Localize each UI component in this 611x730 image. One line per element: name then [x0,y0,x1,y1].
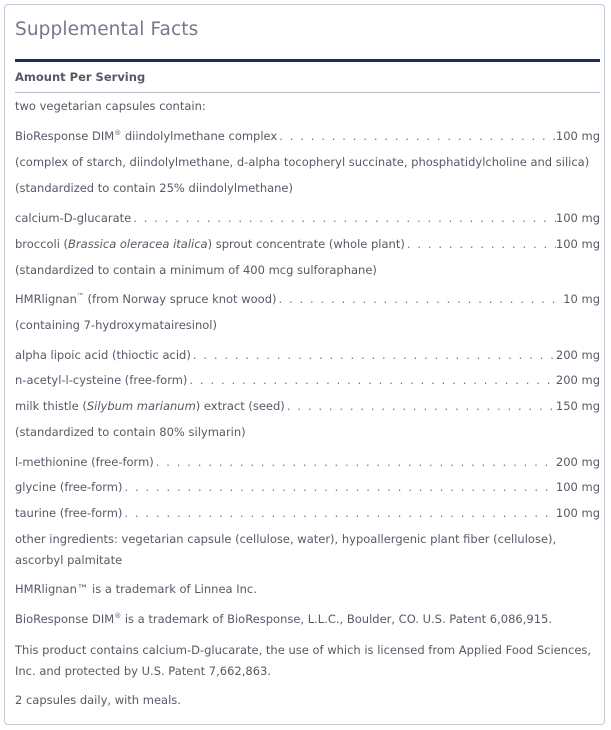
ingredient-note: (containing 7-hydroxymatairesinol) [15,318,217,332]
heading-divider [15,92,600,93]
dot-leader [131,210,556,226]
trademark-bioresponse: BioResponse DIM® is a trademark of BioResponse, L.L.C., Boulder, CO. U.S. Patent 6,086,915. [15,612,552,626]
ingredient-name: calcium-D-glucarate [15,211,132,225]
ingredient-amount: 200 mg [555,373,600,387]
ingredient-name: alpha lipoic acid (thioctic acid) [15,348,191,362]
ingredient-amount: 100 mg [555,237,600,251]
dosage-directions: 2 capsules daily, with meals. [15,693,181,707]
ingredient-note: (complex of starch, diindolylmethane, d-alpha tocopheryl succinate, phosphatidylcholine and silica) [15,155,590,169]
dot-leader [154,454,556,470]
ingredient-amount: 100 mg [555,480,600,494]
ingredient-name: glycine (free-form) [15,480,123,494]
ingredient-amount: 100 mg [555,211,600,225]
ingredient-amount: 100 mg [555,129,600,143]
ingredient-row-ala [15,347,600,363]
ingredient-note: (standardized to contain 25% diindolylmethane) [15,181,293,195]
ingredient-row-milk-thistle [15,398,600,414]
ingredient-name: broccoli (Brassica oleracea italica) sprout concentrate (whole plant) [15,237,405,251]
ingredient-note: (standardized to contain a minimum of 400 mcg sulforaphane) [15,263,377,277]
ingredient-row-glycine [15,479,600,495]
ingredient-row-broccoli [15,236,600,252]
dot-leader [122,479,555,495]
dot-leader [277,128,556,144]
supplement-facts-panel [4,4,605,725]
ingredient-row-methionine [15,454,600,470]
ingredient-amount: 200 mg [555,455,600,469]
dot-leader [285,398,556,414]
ingredient-name: l-methionine (free-form) [15,455,154,469]
serving-intro: two vegetarian capsules contain: [15,99,206,113]
trademark-hmrlignan: HMRlignan™ is a trademark of Linnea Inc. [15,582,257,596]
ingredient-row-calcium [15,210,600,226]
ingredient-amount: 10 mg [563,292,600,306]
dot-leader [405,236,556,252]
dot-leader [277,291,564,307]
ingredient-amount: 200 mg [555,348,600,362]
ingredient-row-hmrlignan [15,291,600,307]
ingredient-name: n-acetyl-l-cysteine (free-form) [15,373,188,387]
ingredient-row-taurine [15,505,600,521]
ingredient-name: BioResponse DIM® diindolylmethane complex [15,129,278,143]
dot-leader [122,505,555,521]
ingredient-name: milk thistle (Silybum marianum) extract (seed) [15,399,285,413]
ingredient-row-nac [15,372,600,388]
ingredient-note: (standardized to contain 80% silymarin) [15,425,246,439]
title-divider [15,59,600,62]
license-notice: This product contains calcium-D-glucarate, the use of which is licensed from Applied Food Sciences, Inc. and protected by U.S. Patent 7,662,863. [15,643,592,678]
ingredient-row-dim [15,128,600,144]
ingredient-amount: 100 mg [555,506,600,520]
ingredient-name: taurine (free-form) [15,506,123,520]
panel-title: Supplemental Facts [15,19,199,40]
dot-leader [191,347,556,363]
ingredient-name: HMRlignan™ (from Norway spruce knot wood) [15,292,277,306]
other-ingredients: other ingredients: vegetarian capsule (cellulose, water), hypoallergenic plant fiber (cellulose), ascorbyl palmitate [15,532,557,567]
dot-leader [187,372,555,388]
amount-per-serving-heading: Amount Per Serving [15,70,146,84]
ingredient-amount: 150 mg [555,399,600,413]
